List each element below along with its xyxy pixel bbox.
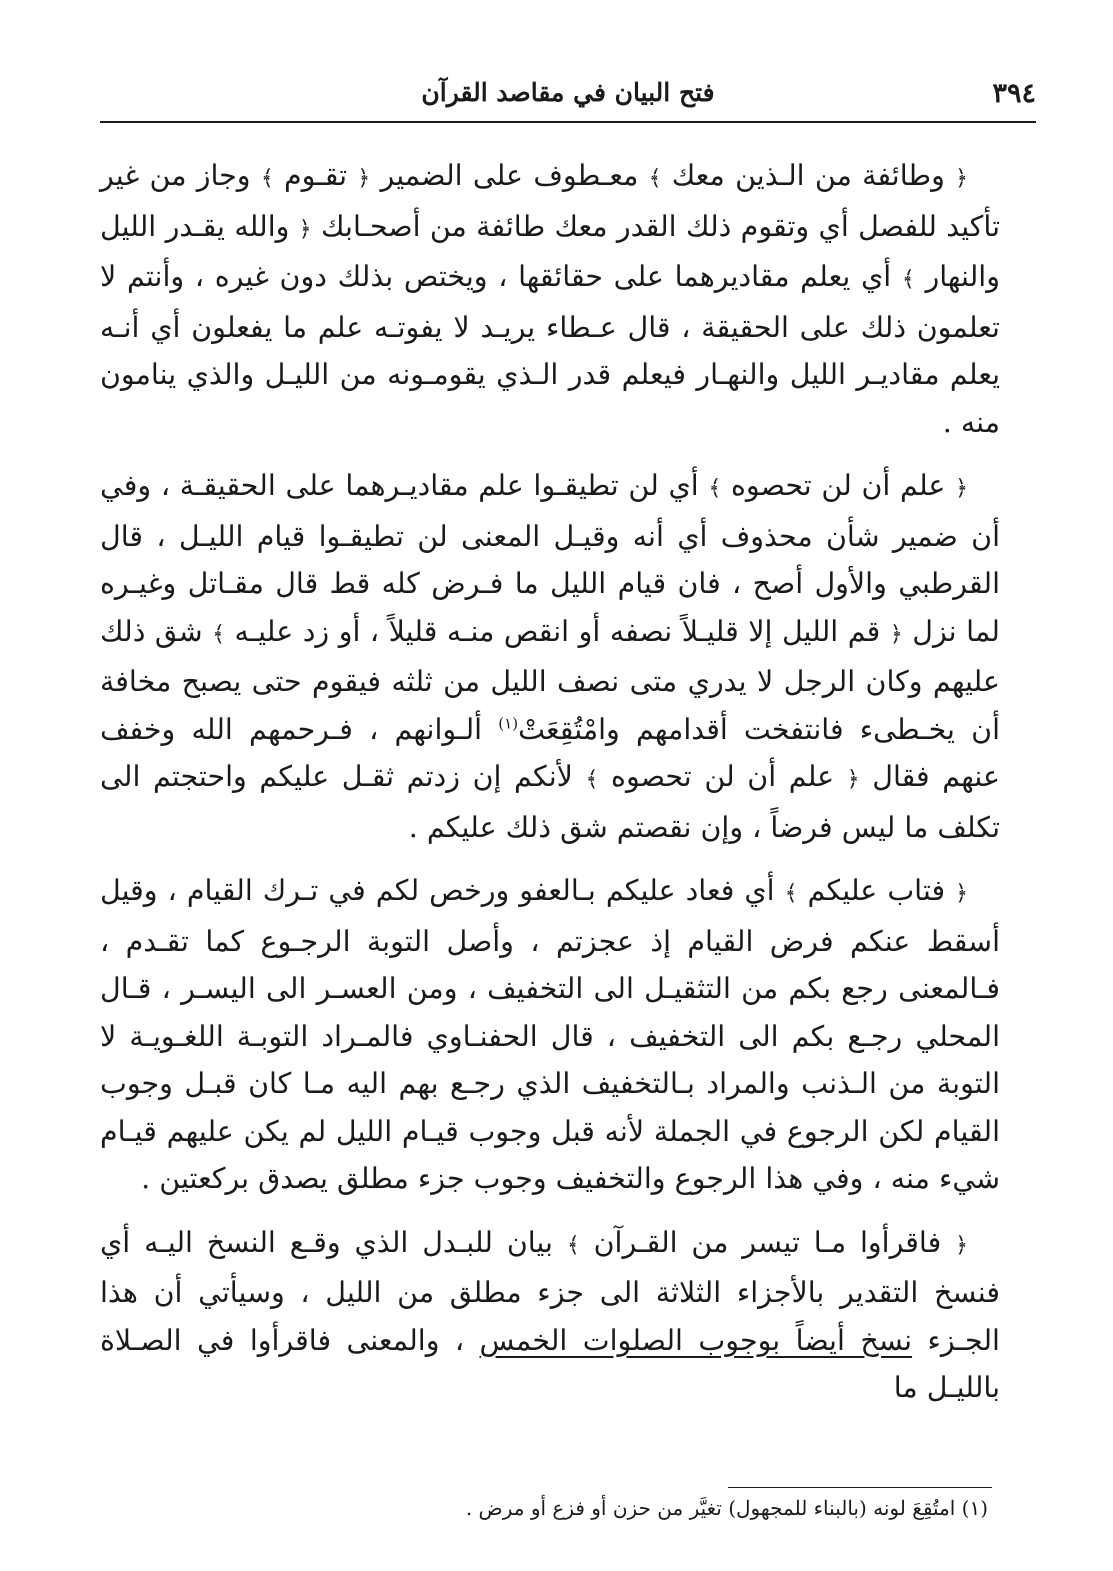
text-segment: لأنكم إن زدتم ثقـل عليكم واحتجتم الى تكلف ما ليس فرضاً ، وإن نقصتم شق ذلك عليكم . xyxy=(100,760,1000,844)
quran-bracket: ﴾ xyxy=(708,476,722,501)
quran-bracket: ﴾ xyxy=(901,267,915,292)
header-rule xyxy=(100,121,1036,123)
text-segment: أي يعلم مقاديرهما على حقائقها ، ويختص بذلك دون غيره ، وأنتم لا تعلمون ذلك على الحقيقة ، قال عـطاء يريـد لا يفوتـه علم ما يفعلون أي أنـه يعلم مقاديـر الليل والنهـار فيعلم قدر الـذي يقومـونه من الليـل والذي ينامون منه . xyxy=(100,260,1000,439)
text-segment: فاقرأوا مـا تيسر من القـرآن xyxy=(579,1225,956,1259)
paragraph xyxy=(100,867,1000,1203)
paragraph xyxy=(100,1219,1000,1412)
paragraph xyxy=(100,152,1000,446)
page-number: ٣٩٤ xyxy=(992,78,1036,109)
body-text xyxy=(100,152,1000,1428)
text-segment: أي لن تطيقـوا علم مقاديـرهما على الحقيقـة ، وفي أن ضمير شأن محذوف أي أنه وقيـل المعنى لن تطيقـوا قيام الليـل ، قال القرطبي والأول أصح ، فان قيام الليل ما فـرض كله قط قال مقـاتل وغيـره لما نزل xyxy=(100,469,1000,648)
quran-bracket: ﴾ xyxy=(212,621,225,647)
text-segment: ، والمعنى فاقرأوا في الصـلاة بالليـل ما xyxy=(100,1323,1000,1404)
quran-bracket: ﴾ xyxy=(566,1232,580,1258)
text-segment: تقـوم xyxy=(273,159,358,192)
text-segment: شق ذلك عليهم وكان الرجل لا يدري متى نصف الليل من ثلثه فيقوم حتى يصبح مخافة أن يخـطىء فانتفخت أقدامهم وامْتُقِعَتْ xyxy=(100,614,1000,746)
text-segment: وطائفة من الـذين معك xyxy=(661,159,956,192)
quran-bracket: ﴾ xyxy=(260,166,274,191)
running-title: فتح البيان في مقاصد القرآن xyxy=(421,78,715,107)
text-segment: وجاز من غير تأكيد للفصل أي وتقوم ذلك القدر معك طائفة من أصحـابك xyxy=(100,159,1000,243)
text-segment: معـطوف على الضمير xyxy=(370,159,649,192)
paragraph xyxy=(100,462,1000,851)
footnote-marker: (١) xyxy=(498,714,519,732)
quran-bracket: ﴿ xyxy=(955,881,968,906)
quran-bracket: ﴿ xyxy=(955,476,968,501)
footnote: (١) امتُقِعَ لونه (بالبناء للمجهول) تغيَّر من حزن أو فزع أو مرض . xyxy=(465,1496,988,1520)
quran-bracket: ﴿ xyxy=(298,216,312,242)
quran-bracket: ﴿ xyxy=(889,621,903,647)
underlined-text: نسخ أيضاً بوجوب الصلوات الخمس xyxy=(479,1323,913,1357)
text-segment: ألـوانهم ، فـرحمهم الله وخفف عنهم فقال xyxy=(100,712,1000,793)
footnote-rule xyxy=(728,1487,992,1488)
quran-bracket: ﴿ xyxy=(955,1232,968,1258)
text-segment: فتاب عليكم xyxy=(797,874,956,907)
text-segment: علم أن لن تحصوه xyxy=(721,469,956,502)
quran-bracket: ﴾ xyxy=(784,881,798,906)
quran-bracket: ﴿ xyxy=(955,166,969,191)
text-segment: قم الليل إلا قليـلاً نصفه أو انقص منـه قليلاً ، أو زد عليـه xyxy=(225,614,890,648)
text-segment: بيان للبـدل الذي وقـع النسخ اليـه أي فنسخ التقدير بالأجزاء الثلاثة الى جزء مطلق من الليل ، وسيأتي أن هذا الجـزء xyxy=(100,1225,1000,1357)
quran-bracket: ﴾ xyxy=(585,767,599,792)
quran-bracket: ﴾ xyxy=(648,166,662,191)
page-header xyxy=(100,74,1036,118)
quran-bracket: ﴿ xyxy=(846,767,860,792)
text-segment: أي فعاد عليكم بـالعفو ورخص لكم في تـرك القيام ، وقيل أسقط عنكم فرض القيام إذ عجزتم ، وأصل التوبة الرجـوع كما تقـدم ، فـالمعنى رجع بكم من التثقيـل الى التخفيف ، ومن العسـر الى اليسـر ، قـال المحلي رجـع بكم الى التخفيف ، قال الحفنـاوي فالمـراد التوبـة اللغـويـة لا التوبة من الـذنب والمراد بـالتخفيف الذي رجـع بهم اليه مـا كان قبـل وجوب القيام لكن الرجوع في الجملة لأنه قبل وجوب قيـام الليل لم يكن عليهم قيـام شيء منه ، وفي هذا الرجوع والتخفيف وجوب جزء مطلق يصدق بركعتين . xyxy=(100,874,1000,1195)
text-segment: والله يقـدر الليل والنهار xyxy=(100,209,1000,293)
text-segment: علم أن لن تحصوه xyxy=(598,760,847,793)
quran-bracket: ﴿ xyxy=(357,166,371,191)
